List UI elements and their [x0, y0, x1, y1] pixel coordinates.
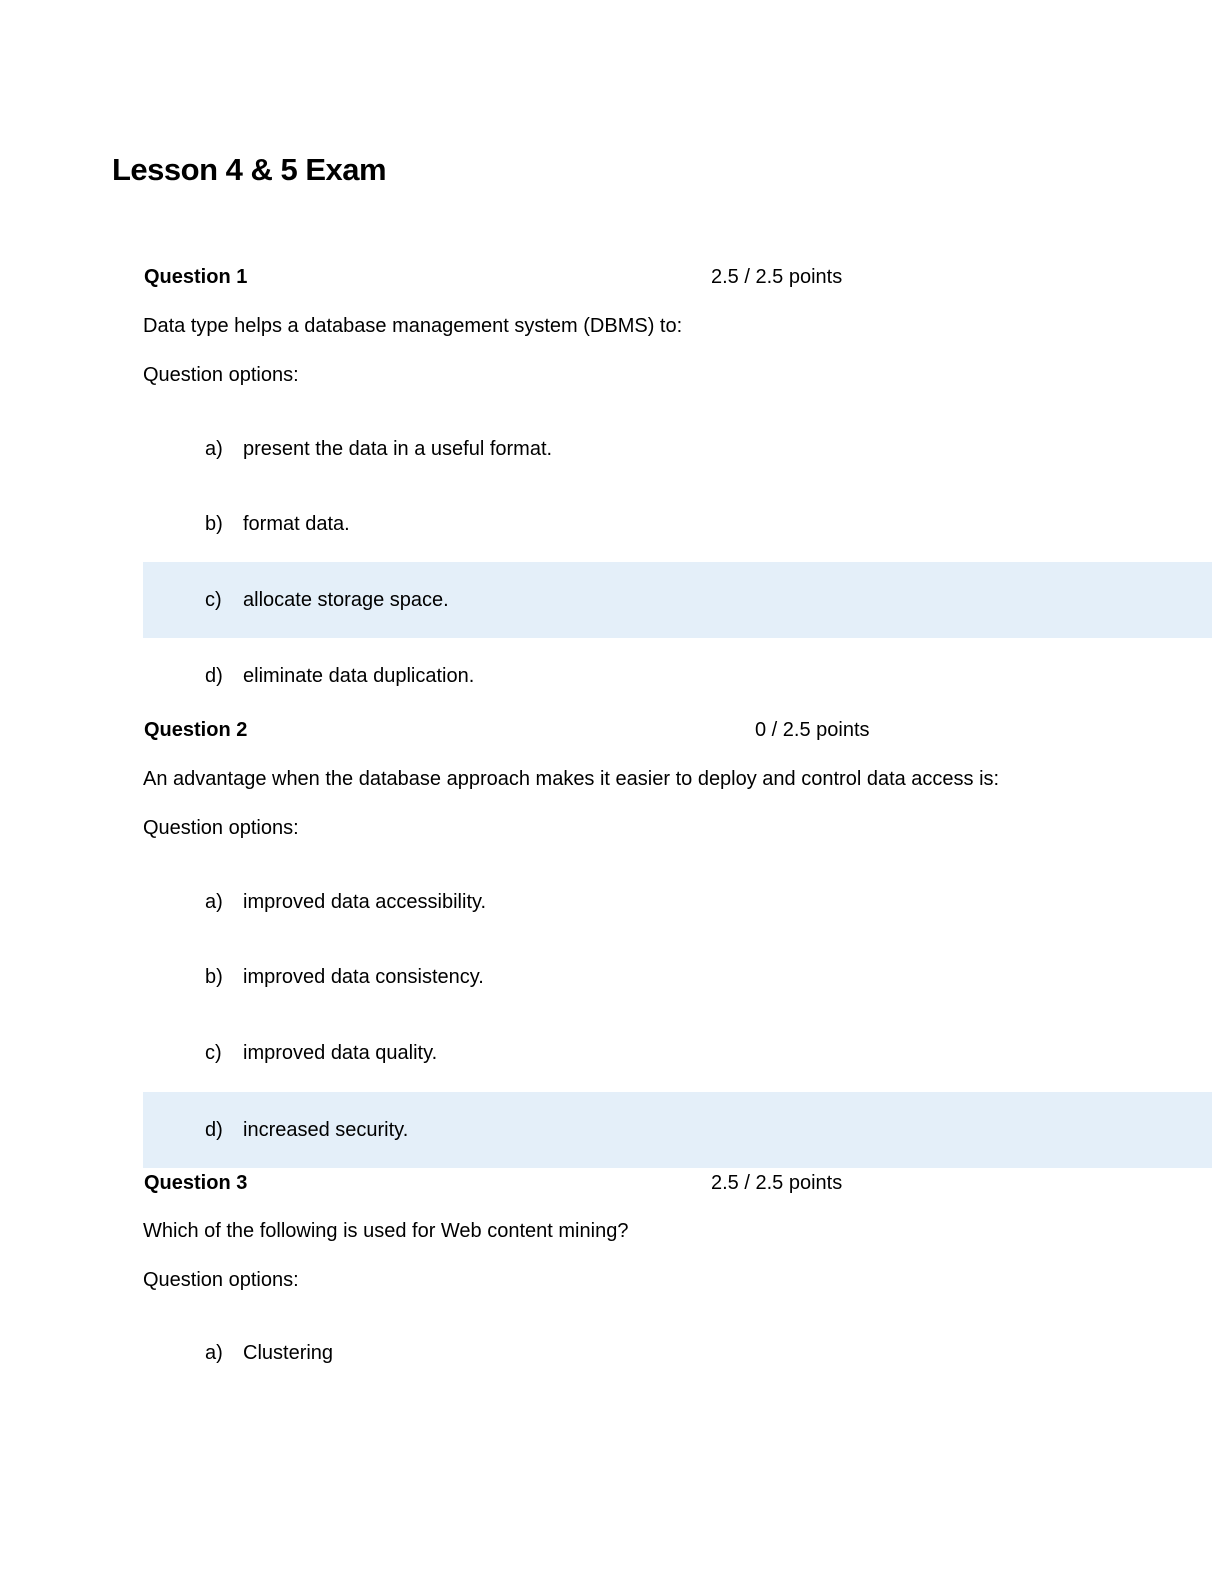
option-a[interactable] — [143, 411, 1212, 487]
option-text: format data. — [243, 512, 350, 535]
question-text: Which of the following is used for Web content mining? — [143, 1220, 629, 1242]
option-d[interactable] — [143, 638, 1212, 714]
option-b[interactable] — [143, 939, 1212, 1015]
option-b[interactable] — [143, 486, 1212, 562]
option-a[interactable] — [143, 864, 1212, 940]
option-letter: a) — [205, 1341, 223, 1364]
option-letter: c) — [205, 1041, 222, 1064]
option-text: eliminate data duplication. — [243, 664, 475, 687]
option-letter: b) — [205, 512, 223, 535]
option-letter: d) — [205, 664, 223, 687]
option-letter: c) — [205, 588, 222, 611]
option-letter: a) — [205, 437, 223, 460]
question-points: 2.5 / 2.5 points — [711, 266, 843, 288]
option-text: improved data accessibility. — [243, 890, 487, 913]
question-options-label: Question options: — [143, 817, 299, 839]
option-text: Clustering — [243, 1341, 334, 1364]
question-points: 2.5 / 2.5 points — [711, 1172, 843, 1194]
page-title: Lesson 4 & 5 Exam — [112, 152, 387, 187]
option-text: increased security. — [243, 1118, 409, 1141]
question-title: Question 2 — [144, 719, 248, 741]
question-text: An advantage when the database approach makes it easier to deploy and control data access is: — [143, 768, 1000, 790]
option-text: improved data quality. — [243, 1041, 438, 1064]
option-c[interactable] — [143, 1015, 1212, 1091]
question-text: Data type helps a database management system (DBMS) to: — [143, 315, 683, 337]
question-points: 0 / 2.5 points — [755, 719, 870, 741]
question-title: Question 1 — [144, 266, 248, 288]
option-text: allocate storage space. — [243, 588, 449, 611]
question-options-label: Question options: — [143, 1269, 299, 1291]
option-c-selected[interactable] — [143, 562, 1212, 638]
question-options-label: Question options: — [143, 364, 299, 386]
option-d-selected[interactable] — [143, 1092, 1212, 1168]
option-a[interactable] — [143, 1315, 1212, 1391]
option-text: improved data consistency. — [243, 965, 484, 988]
option-letter: a) — [205, 890, 223, 913]
option-text: present the data in a useful format. — [243, 437, 553, 460]
option-letter: b) — [205, 965, 223, 988]
option-letter: d) — [205, 1118, 223, 1141]
question-title: Question 3 — [144, 1172, 248, 1194]
